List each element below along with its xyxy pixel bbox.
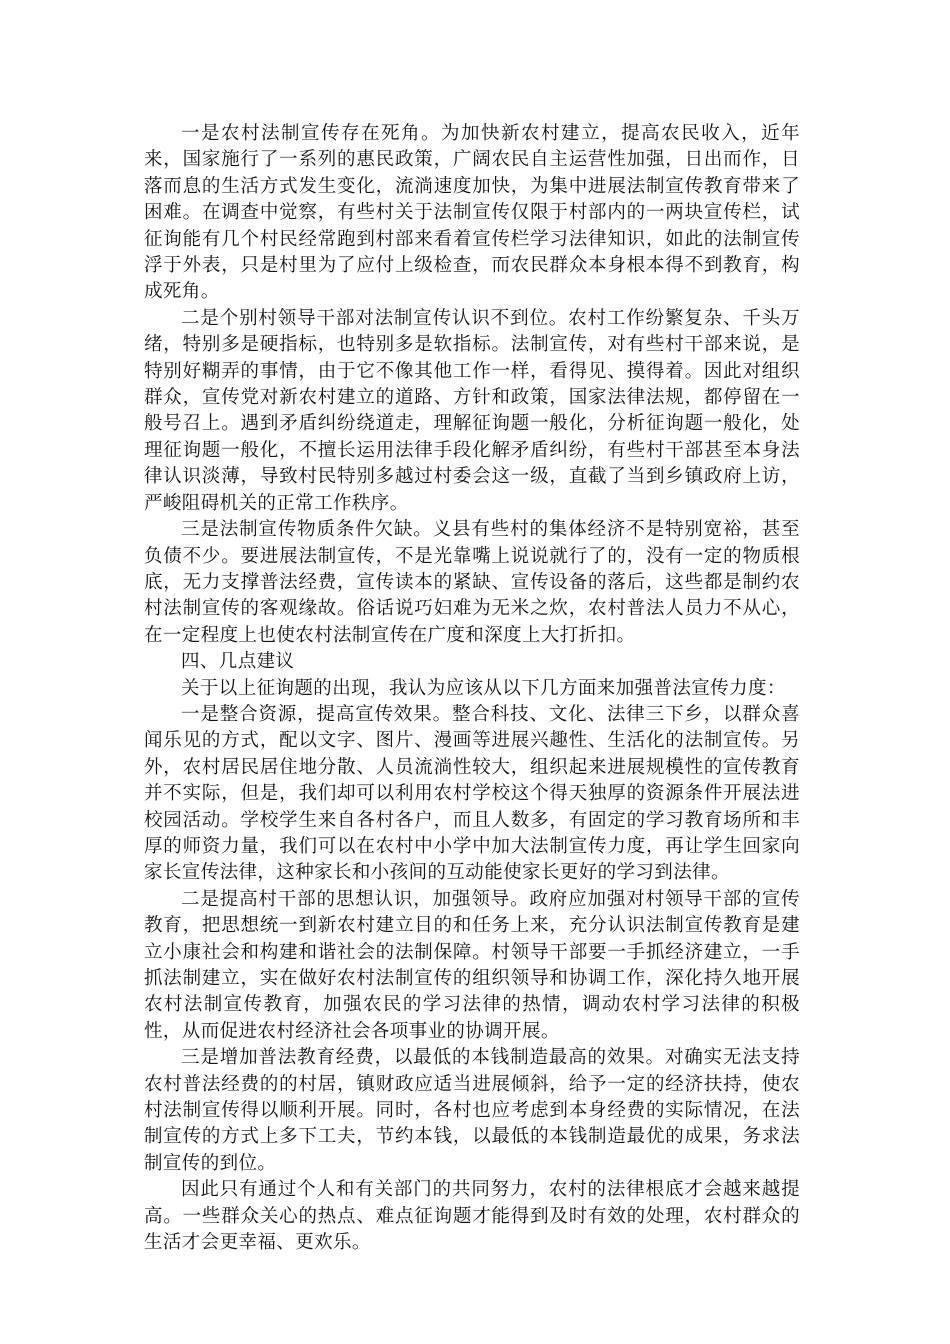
paragraph-suggestion-integrate-resources: 一是整合资源，提高宣传效果。整合科技、文化、法律三下乡，以群众喜闻乐见的方式，配以文字、图片、漫画等进展兴趣性、生活化的法制宣传。另外，农村居民居住地分散、人员流淌性较大，组织起来进展规模性的宣传教育并不实际，但是，我们却可以利用农村学校这个得天独厚的资源条件开展法进校园活动。学校学生来自各村各户，而且人数多，有固定的学习教育场所和丰厚的师资力量，我们可以在农村中小学中加大法制宣传力度，再让学生回家向家长宣传法律，这种家长和小孩间的互动能使家长更好的学习到法律。 <box>144 703 800 884</box>
paragraph-material-shortage: 三是法制宣传物质条件欠缺。义县有些村的集体经济不是特别宽裕，甚至负债不少。要进展法制宣传，不是光靠嘴上说说就行了的，没有一定的物质根底，无力支撑普法经费，宣传读本的紧缺、宣传设备的落后，这些都是制约农村法制宣传的客观缘故。俗话说巧妇难为无米之炊，农村普法人员力不从心，在一定程度上也使农村法制宣传在广度和深度上大打折扣。 <box>144 519 800 646</box>
paragraph-cadre-awareness: 二是个别村领导干部对法制宣传认识不到位。农村工作纷繁复杂、千头万绪，特别多是硬指标，也特别多是软指标。法制宣传，对有些村干部来说，是特别好糊弄的事情，由于它不像其他工作一样，看得见、摸得着。因此对组织群众，宣传党对新农村建立的道路、方针和政策，国家法律法规，都停留在一般号召上。遇到矛盾纠纷绕道走，理解征询题一般化，分析征询题一般化，处理征询题一般化，不擅长运用法律手段化解矛盾纠纷，有些村干部甚至本身法律认识淡薄，导致村民特别多越过村委会这一级，直截了当到乡镇政府上访，严峻阻碍机关的正常工作秩序。 <box>144 307 800 514</box>
section-heading-suggestions: 四、几点建议 <box>181 651 295 673</box>
paragraph-suggestion-cadre-thinking: 二是提高村干部的思想认识，加强领导。政府应加强对村领导干部的宣传教育，把思想统一到新农村建立目的和任务上来，充分认识法制宣传教育是建立小康社会和构建和谐社会的法制保障。村领导干部要一手抓经济建立，一手抓法制建立，实在做好农村法制宣传的组织领导和协调工作，深化持久地开展农村法制宣传教育，加强农民的学习法律的热情，调动农村学习法律的积极性，从而促进农村经济社会各项事业的协调开展。 <box>144 888 800 1042</box>
paragraph-suggestion-funding: 三是增加普法教育经费，以最低的本钱制造最高的效果。对确实无法支持农村普法经费的的村居，镇财政应适当进展倾斜，给予一定的经济扶持，使农村法制宣传得以顺利开展。同时，各村也应考虑到本身经费的实际情况，在法制宣传的方式上多下工夫，节约本钱，以最低的本钱制造最优的成果，务求法制宣传的到位。 <box>144 1047 800 1174</box>
paragraph-suggestions-intro: 关于以上征询题的出现，我认为应该从以下几方面来加强普法宣传力度： <box>181 677 786 699</box>
paragraph-rural-publicity-blind-spot: 一是农村法制宣传存在死角。为加快新农村建立，提高农民收入，近年来，国家施行了一系列的惠民政策，广阔农民自主运营性加强，日出而作，日落而息的生活方式发生变化，流淌速度加快，为集中进展法制宣传教育带来了困难。在调查中觉察，有些村关于法制宣传仅限于村部内的一两块宣传栏，试征询能有几个村民经常跑到村部来看着宣传栏学习法律知识，如此的法制宣传浮于外表，只是村里为了应付上级检查，而农民群众本身根本得不到教育，构成死角。 <box>144 123 800 303</box>
paragraph-conclusion: 因此只有通过个人和有关部门的共同努力，农村的法律根底才会越来越提高。一些群众关心的热点、难点征询题才能得到及时有效的处理，农村群众的生活才会更幸福、更欢乐。 <box>144 1179 800 1254</box>
document-body <box>144 121 800 1256</box>
